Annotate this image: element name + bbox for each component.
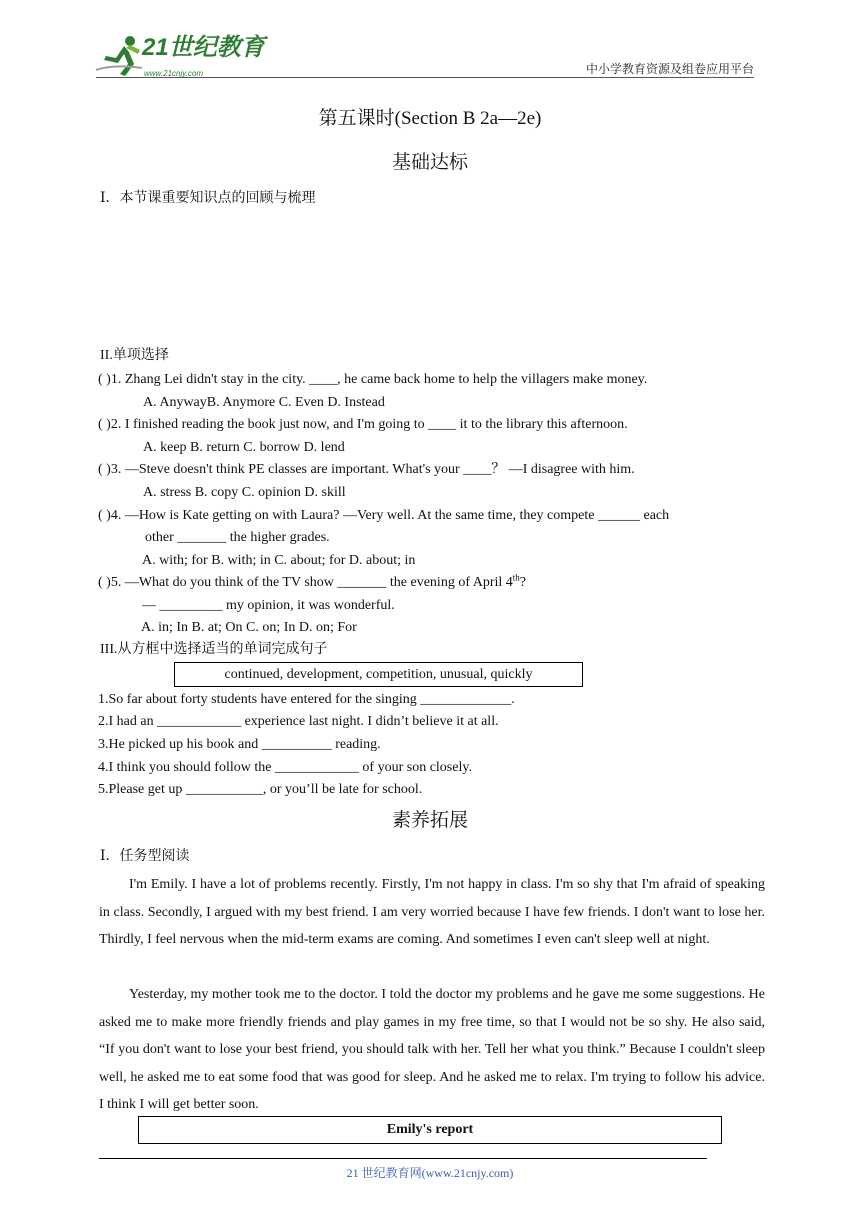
fill-sentence-1: 1.So far about forty students have entered for the singing _____________.: [98, 692, 515, 707]
fill-sentence-4: 4.I think you should follow the ____________ of your son closely.: [98, 760, 472, 775]
logo-text: 21世纪教育: [142, 34, 265, 61]
section-heading-extension: 素养拓展: [391, 810, 468, 831]
logo-subtext: www.21cnjy.com: [144, 69, 203, 78]
footer-divider: [99, 1158, 707, 1159]
reading-paragraph-1: I'm Emily. I have a lot of problems recently. Firstly, I'm not happy in class. I'm so shy that I'm afraid of speaking in class. Secondly, I argued with my best friend. I am very worried because I have few friends. I don't want to lose her. Thirdly, I feel nervous when the mid-term exams are coming. And sometimes I even can't sleep well at night.: [99, 877, 765, 947]
question-4-stem-continued: other _______ the higher grades.: [145, 530, 330, 545]
question-3-stem: ( )3. —Steve doesn't think PE classes are important. What's your ____？ —I disagree with him.: [98, 462, 635, 477]
report-table-header: Emily's report: [138, 1116, 722, 1144]
word-box: continued, development, competition, unusual, quickly: [174, 662, 583, 687]
question-2-options: A. keep B. return C. borrow D. lend: [143, 440, 345, 455]
question-5-stem: ( )5. —What do you think of the TV show _______ the evening of April 4: [98, 575, 513, 590]
lesson-title: 第五课时(Section B 2a—2e): [318, 108, 542, 129]
footer-text: 21 世纪教育网(www.21cnjy.com): [346, 1166, 514, 1180]
site-logo: [94, 34, 264, 78]
reading-paragraph-2: Yesterday, my mother took me to the doctor. I told the doctor my problems and he gave me some suggestions. He asked me to make more friendly friends and play games in my free time, so that I would not be so shy. He also said, “If you don't want to lose your best friend, you should talk with her. Tell her what you think.” Because I couldn't sleep well, he asked me to eat some food that was good for sleep. And he asked me to relax. I'm trying to follow his advice. I think I will get better soon.: [99, 987, 765, 1112]
question-1-stem: ( )1. Zhang Lei didn't stay in the city. ____, he came back home to help the villagers make money.: [98, 372, 648, 387]
section-heading-basic: 基础达标: [391, 152, 468, 173]
question-3-options: A. stress B. copy C. opinion D. skill: [143, 485, 346, 500]
fill-sentence-3: 3.He picked up his book and __________ reading.: [98, 737, 381, 752]
question-4-stem: ( )4. —How is Kate getting on with Laura? —Very well. At the same time, they compete ______ each: [98, 508, 670, 523]
runner-logo-icon: [94, 34, 146, 78]
question-2-stem: ( )2. I finished reading the book just now, and I'm going to ____ it to the library this afternoon.: [98, 417, 628, 432]
reading-heading: Ⅰ．任务型阅读: [100, 849, 190, 864]
header-divider: [96, 77, 754, 78]
question-4-options: A. with; for B. with; in C. about; for D. about; in: [142, 553, 416, 568]
question-5-stem-continued: — _________ my opinion, it was wonderful.: [142, 598, 395, 613]
part3-heading: III.从方框中选择适当的单词完成句子: [100, 642, 328, 657]
part1-heading: Ⅰ．本节课重要知识点的回顾与梳理: [100, 191, 316, 206]
question-5-options: A. in; In B. at; On C. on; In D. on; For: [141, 620, 357, 635]
question-5-superscript: th: [512, 572, 520, 583]
question-5-stem-line: [98, 572, 526, 591]
part2-heading: II.单项选择: [100, 348, 169, 363]
fill-sentence-2: 2.I had an ____________ experience last night. I didn’t believe it at all.: [98, 714, 499, 729]
question-5-stem-end: ?: [519, 575, 526, 590]
header-platform-text: 中小学教育资源及组卷应用平台: [585, 62, 754, 76]
question-1-options: A. AnywayB. Anymore C. Even D. Instead: [143, 395, 385, 410]
fill-sentence-5: 5.Please get up ___________, or you’ll be late for school.: [98, 782, 423, 797]
